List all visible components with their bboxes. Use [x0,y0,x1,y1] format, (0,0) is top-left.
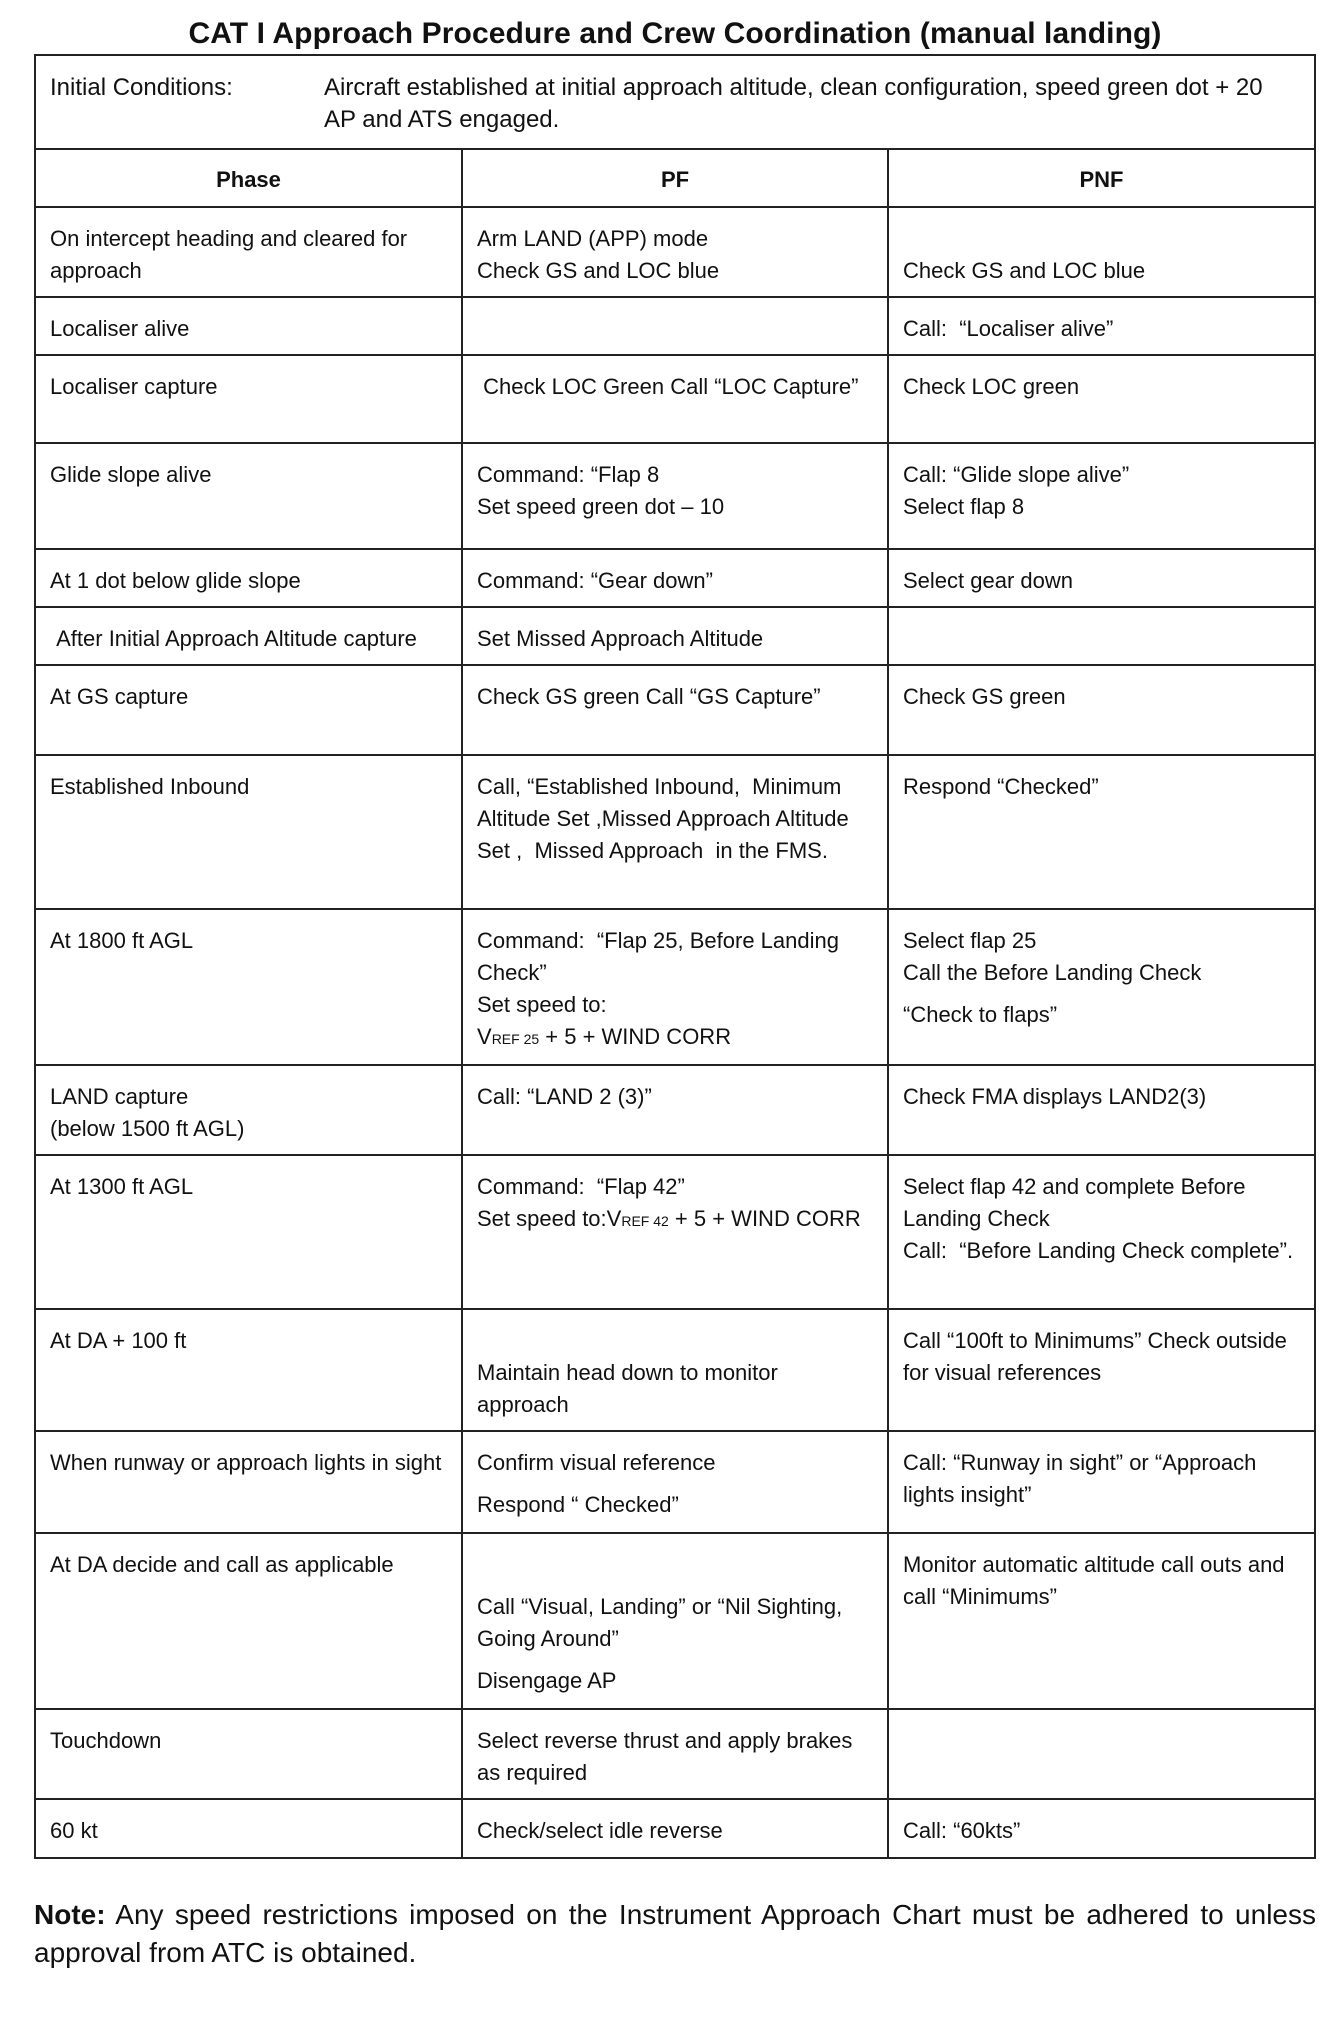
pnf-cell: Call “100ft to Minimums” Check outside for visual references [888,1309,1314,1431]
pf-cell: Call: “LAND 2 (3)” [462,1065,888,1155]
pnf-cell: Monitor automatic altitude call outs and call “Minimums” [888,1533,1314,1709]
phase-cell: At DA decide and call as applicable [36,1533,462,1709]
pf-cell: Check/select idle reverse [462,1799,888,1857]
pf-cell: Command: “Gear down” [462,549,888,607]
phase-cell: Localiser alive [36,297,462,355]
table-row [36,1533,1314,1709]
pnf-cell: Select flap 25 Call the Before Landing Check “Check to flaps” [888,909,1314,1065]
pf-cell: Arm LAND (APP) mode Check GS and LOC blue [462,207,888,297]
pf-cell: Maintain head down to monitor approach [462,1309,888,1431]
phase-cell: Localiser capture [36,355,462,443]
initial-conditions [36,56,1314,148]
pnf-cell: Call: “Localiser alive” [888,297,1314,355]
initial-conditions-text: Aircraft established at initial approach altitude, clean configuration, speed green dot + 20 AP and ATS engaged. [324,74,1263,133]
pnf-cell: Select gear down [888,549,1314,607]
phase-cell: After Initial Approach Altitude capture [36,607,462,665]
phase-cell: At 1800 ft AGL [36,909,462,1065]
table-row [36,755,1314,909]
pf-cell: Check LOC Green Call “LOC Capture” [462,355,888,443]
pf-cell: Check GS green Call “GS Capture” [462,665,888,755]
pnf-cell [888,1709,1314,1799]
table-row [36,1155,1314,1309]
pf-cell [462,297,888,355]
table-row [36,1709,1314,1799]
pf-cell: Confirm visual reference Respond “ Checked” [462,1431,888,1533]
phase-cell: When runway or approach lights in sight [36,1431,462,1533]
header-phase: Phase [36,149,462,207]
pnf-cell: Call: “Runway in sight” or “Approach lights insight” [888,1431,1314,1533]
table-row [36,549,1314,607]
pf-cell: Call “Visual, Landing” or “Nil Sighting, Going Around” Disengage AP [462,1533,888,1709]
pnf-cell: Call: “60kts” [888,1799,1314,1857]
phase-cell: At 1 dot below glide slope [36,549,462,607]
procedure-frame [34,54,1316,1859]
table-row [36,909,1314,1065]
page-title: CAT I Approach Procedure and Crew Coordination (manual landing) [188,17,1162,50]
header-pnf: PNF [888,149,1314,207]
initial-conditions-label: Initial Conditions: [50,74,233,101]
table-row [36,1431,1314,1533]
pf-cell: Command: “Flap 25, Before Landing Check” Set speed to: VREF 25 + 5 + WIND CORR [462,909,888,1065]
table-row [36,355,1314,443]
header-pf: PF [462,149,888,207]
phase-cell: LAND capture (below 1500 ft AGL) [36,1065,462,1155]
phase-cell: At 1300 ft AGL [36,1155,462,1309]
table-row [36,1065,1314,1155]
note-text: Any speed restrictions imposed on the Instrument Approach Chart must be adhered to unless approval from ATC is obtained. [34,1899,1316,1968]
pnf-cell [888,607,1314,665]
table-row [36,1309,1314,1431]
pf-cell: Command: “Flap 8 Set speed green dot – 10 [462,443,888,549]
footnote [34,1896,1316,1972]
table-row [36,297,1314,355]
pnf-cell: Check FMA displays LAND2(3) [888,1065,1314,1155]
phase-cell: Glide slope alive [36,443,462,549]
table-row [36,607,1314,665]
pf-cell: Set Missed Approach Altitude [462,607,888,665]
pf-cell: Call, “Established Inbound, Minimum Altitude Set ,Missed Approach Altitude Set , Missed Approach in the FMS. [462,755,888,909]
pf-cell: Select reverse thrust and apply brakes as required [462,1709,888,1799]
table-header-row [36,149,1314,207]
table-row [36,1799,1314,1857]
pf-cell: Command: “Flap 42” Set speed to:VREF 42 + 5 + WIND CORR [462,1155,888,1309]
phase-cell: At DA + 100 ft [36,1309,462,1431]
table-row [36,665,1314,755]
phase-cell: Established Inbound [36,755,462,909]
phase-cell: 60 kt [36,1799,462,1857]
note-label: Note: [34,1899,106,1930]
phase-cell: Touchdown [36,1709,462,1799]
table-row [36,207,1314,297]
phase-cell: On intercept heading and cleared for approach [36,207,462,297]
pnf-cell: Check GS green [888,665,1314,755]
procedure-table [36,148,1314,1857]
pnf-cell: Select flap 42 and complete Before Landing Check Call: “Before Landing Check complete”. [888,1155,1314,1309]
pnf-cell: Check LOC green [888,355,1314,443]
table-row [36,443,1314,549]
pnf-cell: Respond “Checked” [888,755,1314,909]
pnf-cell: Call: “Glide slope alive” Select flap 8 [888,443,1314,549]
pnf-cell: Check GS and LOC blue [888,207,1314,297]
phase-cell: At GS capture [36,665,462,755]
